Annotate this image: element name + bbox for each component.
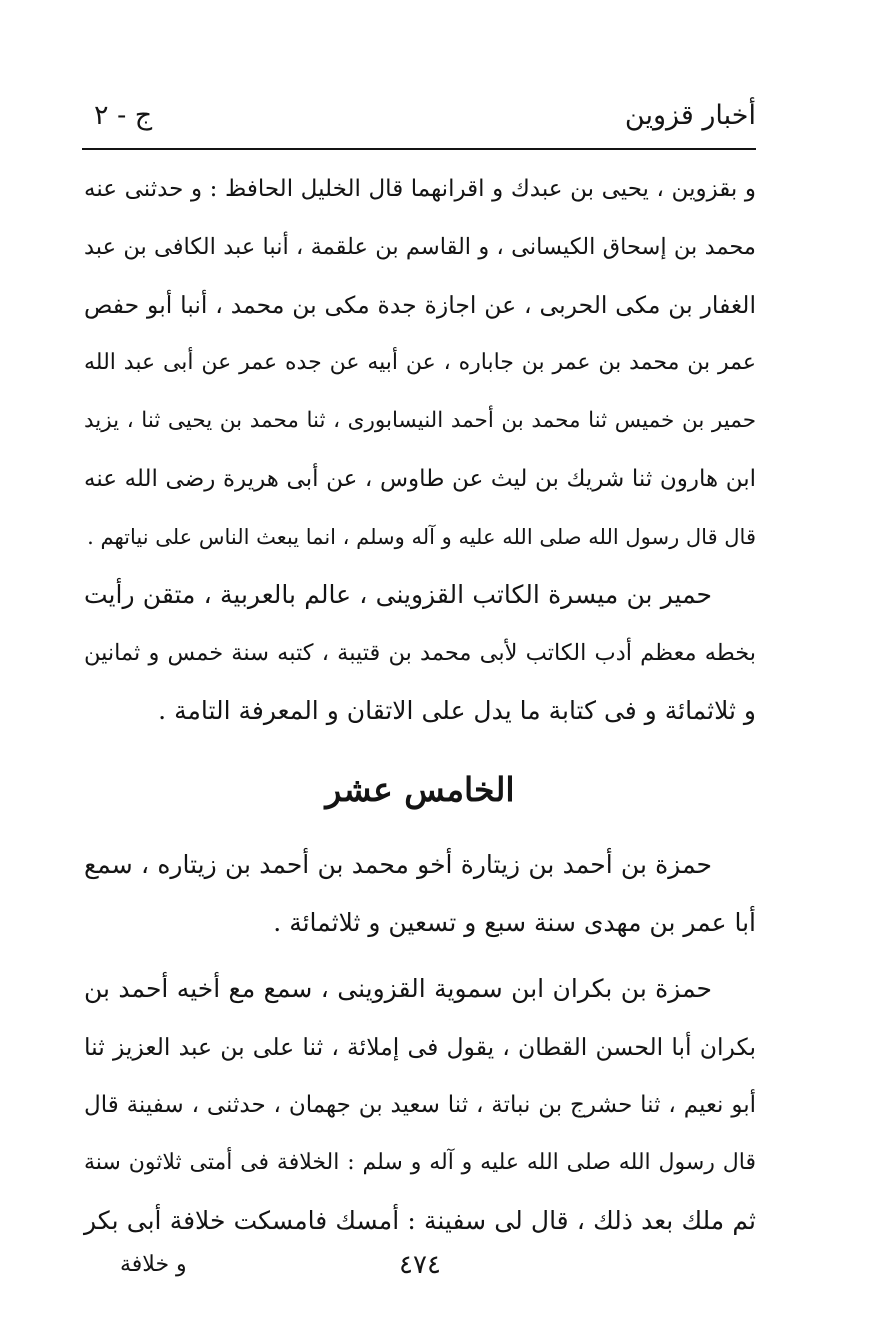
text-line: حمير بن خميس ثنا محمد بن أحمد النيسابورى ، ثنا محمد بن يحيى ثنا ، يزيد [84,408,756,433]
section-heading: الخامس عشر [325,770,515,809]
text-line: الغفار بن مكى الحربى ، عن اجازة جدة مكى بن محمد ، أنبا أبو حفص [84,291,756,319]
text-line: أبو نعيم ، ثنا حشرج بن نباتة ، ثنا سعيد بن جهمان ، حدثنى ، سفينة قال [84,1092,756,1118]
text-line: حمزة بن أحمد بن زيتارة أخو محمد بن أحمد بن زيتاره ، سمع [84,850,712,879]
page-header [84,100,756,144]
paragraph [84,566,756,740]
text-line: و بقزوين ، يحيى بن عبدك و اقرانهما قال الخليل الحافظ : و حدثنى عنه [84,176,756,202]
catchword: و خلافة [120,1252,187,1277]
text-line: و ثلاثمائة و فى كتابة ما يدل على الاتقان و المعرفة التامة . [158,696,756,725]
text-line: ابن هارون ثنا شريك بن ليث عن طاوس ، عن أبى هريرة رضى الله عنه [84,466,756,492]
page-number: ٤٧٤ [399,1250,441,1280]
text-line: قال رسول الله صلى الله عليه و آله و سلم : الخلافة فى أمتى ثلاثون سنة [84,1150,756,1175]
text-line: بخطه معظم أدب الكاتب لأبى محمد بن قتيبة ، كتبه سنة خمس و ثمانين [84,640,756,666]
paragraph [84,160,756,566]
paragraph [84,960,756,1250]
page-footer [84,1250,756,1290]
text-line: عمر بن محمد بن عمر بن جاباره ، عن أبيه عن جده عمر عن أبى عبد الله [84,350,756,375]
text-line: حمير بن ميسرة الكاتب القزوينى ، عالم بالعربية ، متقن رأيت [84,580,712,609]
text-line: أبا عمر بن مهدى سنة سبع و تسعين و ثلاثمائة . [273,908,756,937]
text-line: محمد بن إسحاق الكيسانى ، و القاسم بن علقمة ، أنبا عبد الكافى بن عبد [84,234,756,260]
text-line: ثم ملك بعد ذلك ، قال لى سفينة : أمسك فامسكت خلافة أبى بكر [84,1206,756,1235]
running-title: أخبار قزوين [624,100,756,131]
volume-label: ج - ٢ [94,100,153,131]
text-line: بكران أبا الحسن القطان ، يقول فى إملائة ، ثنا على بن عبد العزيز ثنا [84,1033,756,1061]
text-line: حمزة بن بكران ابن سموية القزوينى ، سمع مع أخيه أحمد بن [84,974,712,1003]
text-line: قال قال رسول الله صلى الله عليه و آله وسلم ، انما يبعث الناس على نياتهم . [87,525,756,549]
header-rule [82,148,756,150]
paragraph [84,836,756,952]
main-text [84,160,756,740]
